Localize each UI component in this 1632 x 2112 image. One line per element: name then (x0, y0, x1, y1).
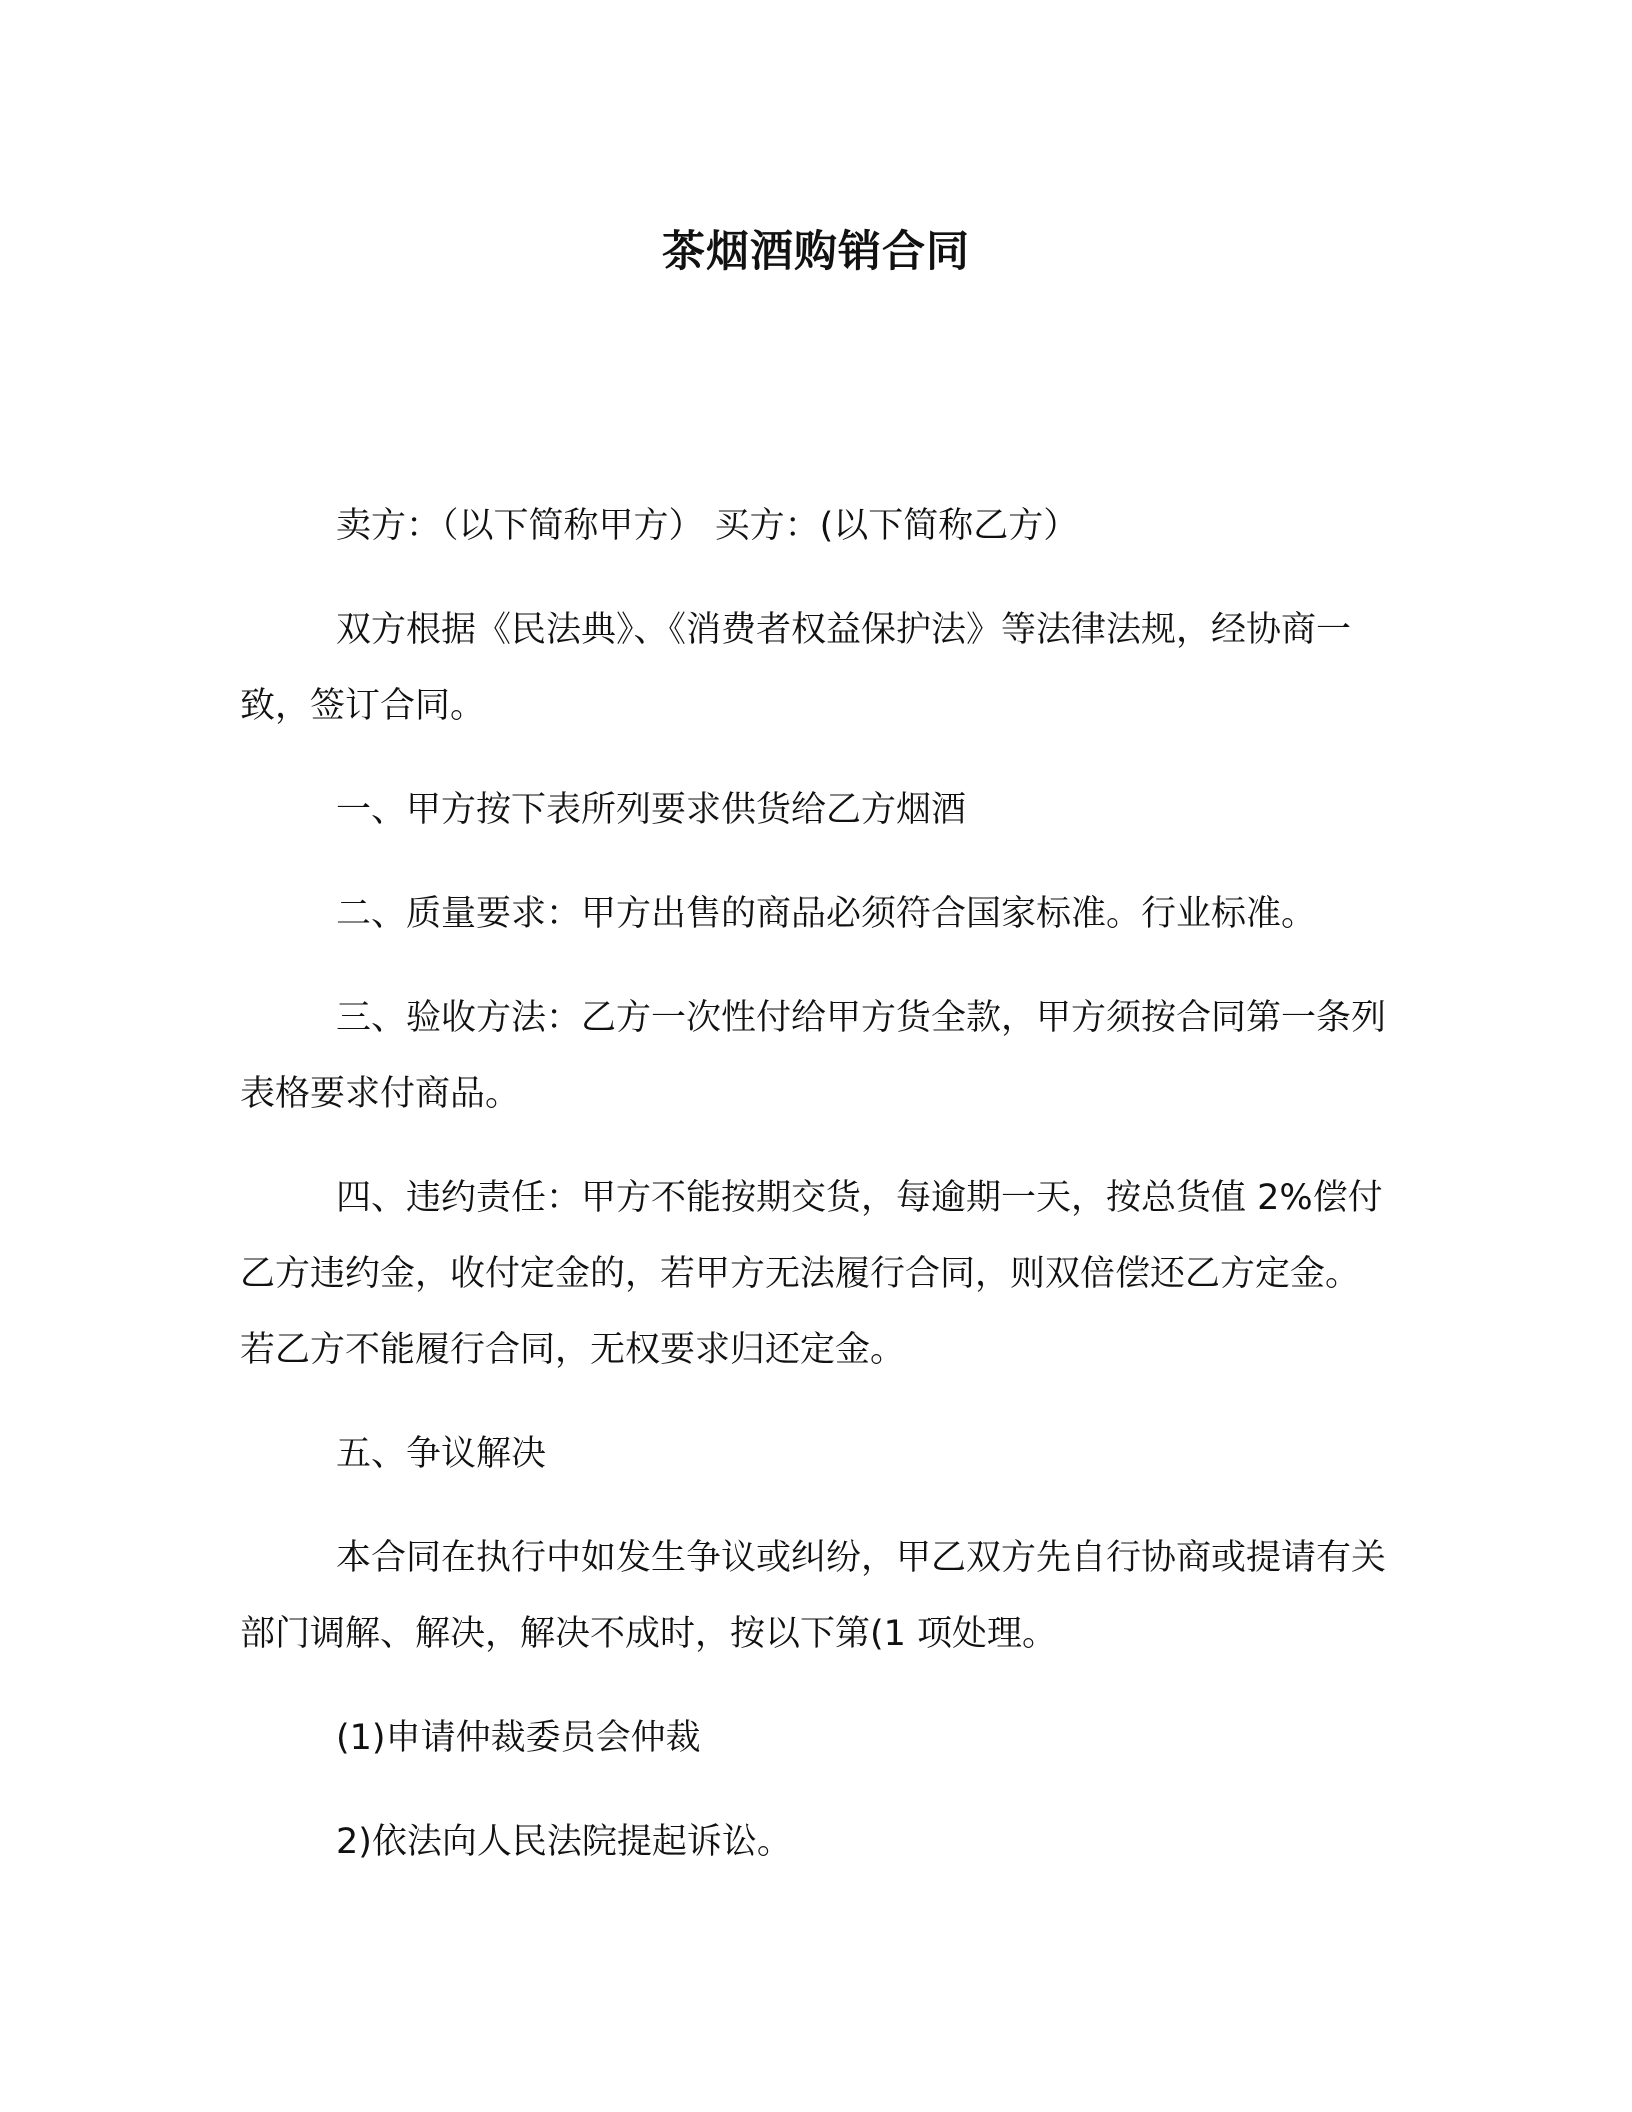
basis-paragraph: 双方根据《民法典》、《消费者权益保护法》等法律法规，经协商一致，签订合同。 (240, 610, 1352, 726)
parties-paragraph: 卖方：（以下简称甲方） 买方：(以下简称乙方） (336, 506, 1079, 546)
clause-4: 四、违约责任：甲方不能按期交货，每逾期一天，按总货值 2%偿付乙方违约金，收付定金的，若甲方无法履行合同，则双倍偿还乙方定金。若乙方不能履行合同，无权要求归还定金。 (240, 1178, 1383, 1370)
clause-1: 一、甲方按下表所列要求供货给乙方烟酒 (336, 790, 967, 830)
option-2: 2)依法向人民法院提起诉讼。 (336, 1822, 792, 1862)
clause-3: 三、验收方法：乙方一次性付给甲方货全款，甲方须按合同第一条列表格要求付商品。 (240, 998, 1387, 1114)
dispute-paragraph: 本合同在执行中如发生争议或纠纷，甲乙双方先自行协商或提请有关部门调解、解决，解决不成时，按以下第(1 项处理。 (240, 1538, 1387, 1654)
clause-5-heading: 五、争议解决 (336, 1434, 547, 1474)
document-title: 茶烟酒购销合同 (662, 227, 970, 277)
document-body (240, 488, 1390, 1880)
option-1: (1)申请仲裁委员会仲裁 (336, 1718, 701, 1758)
clause-2: 二、质量要求：甲方出售的商品必须符合国家标准。行业标准。 (336, 894, 1317, 934)
